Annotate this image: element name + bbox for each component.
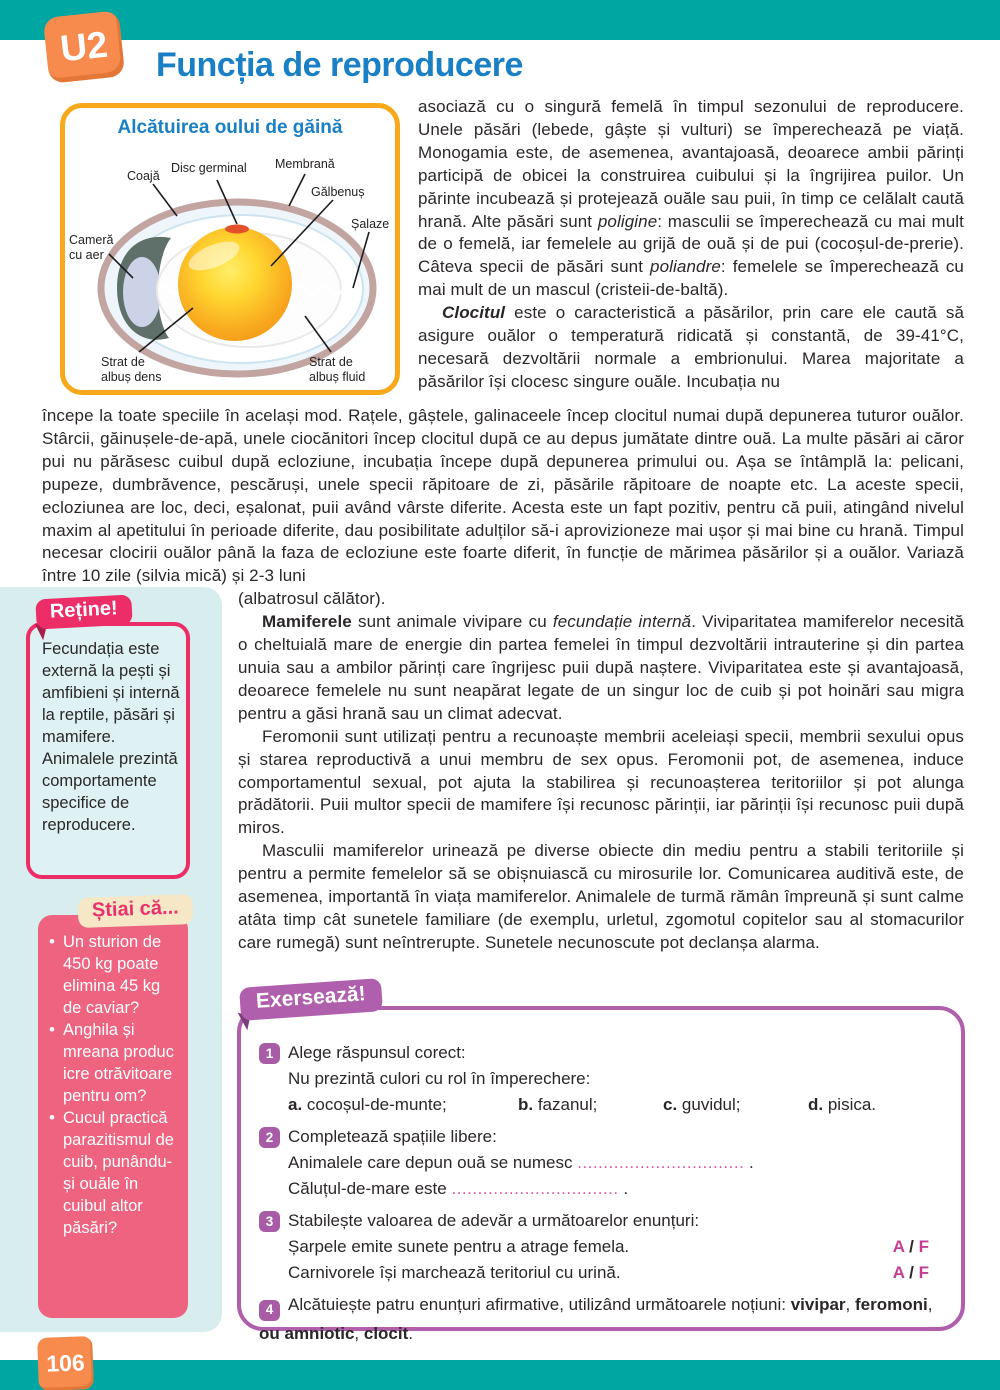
statement-row (288, 1260, 933, 1286)
page-title: Funcția de reproducere (156, 46, 523, 84)
text-run: sunt animale vivipare cu (351, 612, 553, 632)
term-mamiferele: Mamiferele (262, 612, 352, 632)
choice-separator: / (904, 1263, 919, 1282)
statement-text: Carnivorele își marchează teritoriul cu urină. (288, 1263, 621, 1282)
fill-line-text: Căluțul-de-mare este (288, 1179, 452, 1198)
blank-dotted-line[interactable]: ................................ (577, 1153, 745, 1172)
text-run: . Viviparitatea mamiferelor necesită o cheltuială mare de energie din partea femelei în timpul dezvoltării intrauterine și din partea unuia sau a ambilor părinți care îngrijesc puii după naștere. Viviparitatea este și avantajoasă, deoarece femelele nu sunt neapărat legate de un singur loc de cuib și pot hoinări sau migra pentru a găsi hrană sau un climat adecvat. (238, 612, 964, 723)
option-letter: b. (518, 1095, 534, 1114)
option-d[interactable] (808, 1092, 876, 1118)
egg-label-albus-dens-line1: Strat de (101, 355, 145, 369)
paragraph-feromonii: Feromonii sunt utilizați pentru a recunoaște membrii aceleiași specii, membrii sexului opus și starea reproductivă a unui membru de sex opus. Feromonii pot, de asemenea, induce comportamentul sexual, pot ajuta la stabilirea și recunoașterea teritoriilor și pot alunga prădătorii. Puii multor specii de mamifere își recunosc părinții, iar părinții își recunosc puii după miros. (238, 726, 964, 838)
exercise-1-stem: Nu prezintă culori cu rol în împerechere: (288, 1069, 591, 1088)
exercise-number-badge: 4 (259, 1300, 280, 1321)
exercise-1-head (259, 1040, 933, 1066)
egg-label-albus-fluid-line1: Strat de (309, 355, 353, 369)
retine-box (26, 622, 190, 879)
retine-text: Fecundația este externă la pești și amfibieni și internă la reptile, păsări și mamifere. Animalele prezintă comportamente specifice de reproducere. (42, 640, 180, 834)
page-number-badge (37, 1336, 94, 1390)
choice-false[interactable]: F (918, 1263, 929, 1282)
statement-text: Șarpele emite sunete pentru a atrage femela. (288, 1237, 630, 1256)
list-item: • Cucul practică parazitismul de cuib, punându-și ouăle în cuibul altor păsări? (48, 1107, 182, 1239)
paragraph-mamiferele (238, 611, 964, 726)
paragraph-incubation-fullwidth: începe la toate speciile în același mod. Rațele, gâștele, galinaceele încep clocitul numai după depunerea tuturor ouălor. Stârcii, găinușele-de-apă, unele ciocănitori încep clocitul după ce au depus jumătate dintre ouă. La multe păsări ai căror pui nu părăsesc cuibul după ecloziune, incubația începe după depunerea primului ou. Așa se întâmplă la: pelicani, pupeze, dumbrăvence, pescăruși, unele specii răpitoare de zi, păsările răpitoare de noapte etc. La aceste specii, ecloziunea are loc, deci, eșalonat, puii având vârste diferite. Acesta este un fapt pozitiv, pentru că puii, atingând nivelul maxim al apetitului în perioade diferite, dau posibilitate adulților să-i aprovizioneze mai ușor și mai bine cu hrană. Timpul necesar clocirii ouălor până la faza de ecloziune este foarte diferit, în funcție de mărimea păsărilor și a ouălor. Variază între 10 zile (silvia mică) și 2-3 luni (42, 406, 964, 586)
term-vivipar: vivipar (790, 1295, 846, 1314)
option-letter: d. (808, 1095, 824, 1114)
fill-line-2 (288, 1176, 933, 1202)
term-poligine: poligine (597, 211, 658, 231)
article-indented-column (238, 588, 964, 955)
option-c[interactable] (663, 1092, 808, 1118)
unit-badge (43, 10, 125, 84)
option-text: cocoșul-de-munte; (302, 1095, 447, 1114)
exercise-number-badge: 1 (259, 1043, 280, 1064)
fill-line-end: . (744, 1153, 754, 1172)
text-run: este o caracteristică a păsărilor, prin care ele caută să asigure ouălor o temperatură ridicată și constantă, de 39-41°C, necesară dezvoltării normale a embrionului. Marea majoritate a păsărilor își clocesc singure ouăle. Incubația nu (418, 303, 964, 391)
option-a[interactable] (288, 1092, 518, 1118)
exercises-tab: Exersează! (239, 978, 383, 1021)
egg-label-membrana: Membrană (275, 157, 335, 171)
stiai-ca-box (38, 915, 188, 1318)
statement-row (288, 1234, 933, 1260)
page-number: 106 (45, 1349, 86, 1377)
option-text: fazanul; (533, 1095, 598, 1114)
option-letter: a. (288, 1095, 303, 1114)
stiai-ca-tab: Știai că... (78, 894, 194, 928)
egg-label-coaja: Coajă (127, 169, 160, 183)
stiai-ca-list (48, 931, 182, 1239)
exercises-box (237, 1006, 965, 1343)
text-run: : masculii se împerechează cu mai mult de o femelă, iar femelele au grijă de ouă și de pui (cocoșul-de-prerie). Câteva specii de păsări sunt (418, 211, 964, 277)
fill-line-1 (288, 1150, 933, 1176)
paragraph-clocitul (418, 302, 964, 394)
exercise-question: Completează spațiile libere: (288, 1127, 497, 1146)
egg-label-albus-dens-line2: albuș dens (101, 370, 162, 384)
exercise-3-head (259, 1208, 933, 1234)
text-run: : femelele se împerechează cu mai mult de un mascul (cristeii-de-baltă). (418, 257, 964, 300)
egg-illustration (65, 140, 395, 390)
exercise-1-options (288, 1092, 933, 1118)
paragraph-birds-mating (418, 96, 964, 302)
option-text: pisica. (823, 1095, 877, 1114)
list-item: • Anghila și mreana produc icre otrăvitoare pentru om? (48, 1019, 182, 1107)
egg-diagram-box (60, 103, 400, 395)
exercise-2 (259, 1124, 933, 1202)
term-feromoni: feromoni (854, 1295, 928, 1314)
bottom-teal-band (0, 1360, 1000, 1390)
option-letter: c. (663, 1095, 678, 1114)
fill-line-text: Animalele care depun ouă se numesc (288, 1153, 578, 1172)
retine-tab: Reține! (35, 595, 132, 630)
egg-label-disc-germinal: Disc germinal (171, 161, 247, 175)
text-run: . (408, 1323, 413, 1343)
text-run: , (845, 1295, 855, 1314)
fill-line-end: . (618, 1179, 629, 1198)
exercise-question: Alege răspunsul corect: (288, 1043, 466, 1062)
choice-false[interactable]: F (918, 1237, 929, 1256)
choice-true[interactable]: A (892, 1237, 905, 1256)
exercise-question: Stabilește valoarea de adevăr a următoarelor enunțuri: (288, 1211, 700, 1230)
option-text: guvidul; (677, 1095, 741, 1114)
egg-label-camera-line1: Cameră (69, 233, 114, 247)
true-false-choice (893, 1234, 929, 1260)
paragraph-albatros: (albatrosul călător). (238, 589, 386, 609)
egg-diagram-title: Alcătuirea oului de găină (117, 117, 343, 138)
air-chamber (123, 257, 161, 327)
exercise-2-head (259, 1124, 933, 1150)
blank-dotted-line[interactable]: ................................ (451, 1179, 619, 1198)
true-false-choice (893, 1260, 929, 1286)
exercise-4 (259, 1292, 933, 1347)
unit-badge-label: U2 (58, 23, 110, 70)
germinal-disc (225, 225, 249, 234)
exercise-number-badge: 2 (259, 1127, 280, 1148)
text-run: , (354, 1323, 364, 1343)
exercise-question: Alcătuiește patru enunțuri afirmative, utilizând următoarele noțiuni: (288, 1295, 791, 1314)
paragraph-masculii: Masculii mamiferelor urinează pe diverse obiecte din mediu pentru a stabili teritoriile și pentru a permite femelelor să se obișnuiască cu mirosurile lor. Comunicarea auditivă este, de asemenea, importantă în viața mamiferelor. Animalele de turmă rămân împreună și sunt calme atâta timp cât sunetele familiare (de exemplu, urletul, zgomotul copitelor sau al stomacurilor care rumegă) sunt neîntrerupte. Sunetele necunoscute pot declanșa alarma. (238, 841, 964, 952)
term-ou-amniotic: ou amniotic (259, 1323, 355, 1343)
text-run: asociază cu o singură femelă în timpul sezonului de reproducere. Unele păsări (lebede, gâște și vulturi) se împerechează pe viață. Monogamia este, de asemenea, avantajoasă, deoarece ambii părinți participă de obicei la construirea cuibului și la îngrijirea puilor. Un părinte incubează și protejează ouăle sau puii, în timp ce celălalt caută hrană. Alte păsări sunt (418, 97, 964, 231)
exercise-3 (259, 1208, 933, 1286)
choice-true[interactable]: A (892, 1263, 905, 1282)
term-fecundatie-interna: fecundație internă (552, 612, 692, 632)
egg-label-albus-fluid-line2: albuș fluid (309, 370, 366, 384)
exercise-number-badge: 3 (259, 1211, 280, 1232)
term-clocitul: Clocitul (442, 303, 506, 323)
article-right-column (418, 96, 964, 394)
option-b[interactable] (518, 1092, 663, 1118)
term-clocit: clocit (363, 1323, 409, 1343)
list-item: • Un sturion de 450 kg poate elimina 45 kg de caviar? (48, 931, 182, 1019)
exercise-1 (259, 1040, 933, 1118)
text-run: , (927, 1295, 933, 1314)
term-poliandre: poliandre (650, 257, 721, 277)
egg-label-galbenus: Gălbenuș (311, 185, 365, 199)
top-teal-band (0, 0, 1000, 40)
choice-separator: / (904, 1237, 919, 1256)
egg-label-salaze: Șalaze (351, 217, 390, 231)
egg-label-camera-line2: cu aer (69, 248, 104, 262)
